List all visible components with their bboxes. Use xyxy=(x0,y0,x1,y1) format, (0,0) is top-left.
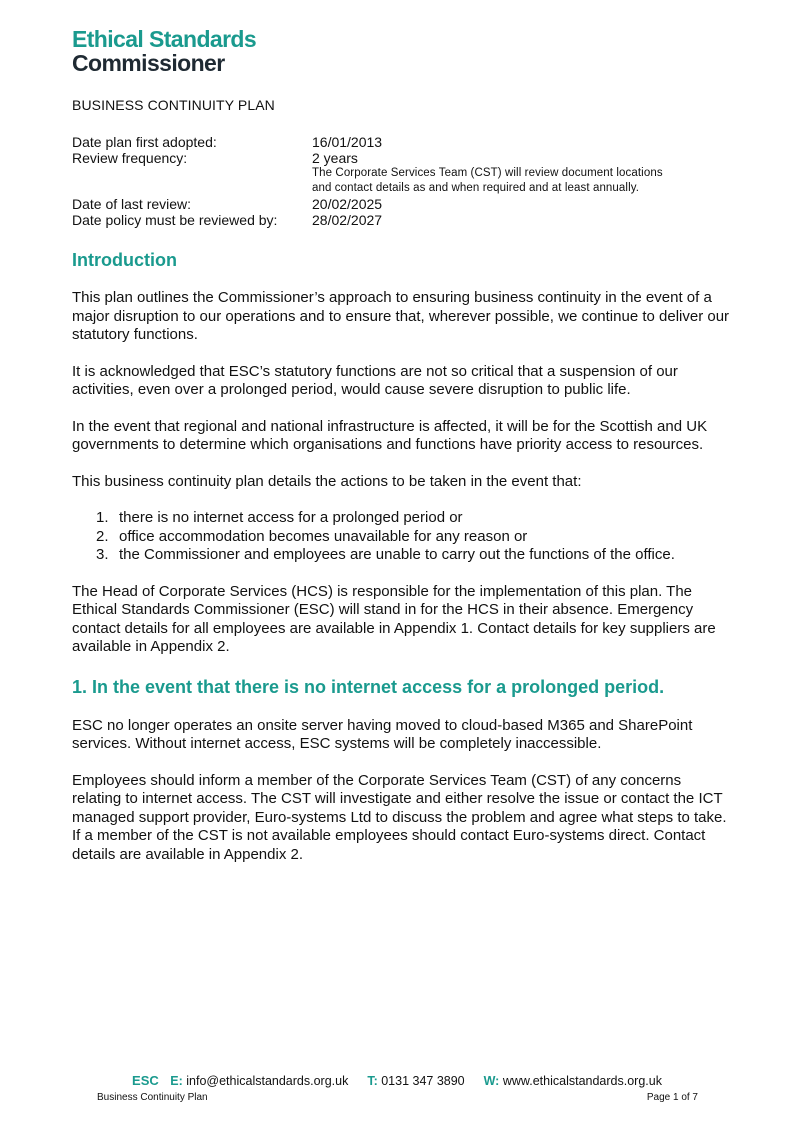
introduction-heading: Introduction xyxy=(72,250,177,270)
document-metadata xyxy=(72,134,732,228)
event-list xyxy=(72,509,732,565)
meta-label: Date plan first adopted: xyxy=(72,134,217,150)
document-body xyxy=(72,249,732,882)
logo-line-2: Commissioner xyxy=(72,50,225,76)
meta-label: Date policy must be reviewed by: xyxy=(72,212,278,228)
footer-website[interactable]: www.ethicalstandards.org.uk xyxy=(502,1074,662,1088)
list-item xyxy=(72,528,732,547)
intro-closing-paragraph: The Head of Corporate Services (HCS) is responsible for the implementation of this plan. The Ethical Standards Commissioner (ESC) will stand in for the HCS in their absence. Emergency contact details for all employees are available in Appendix 1. Contact details for key suppliers are available in Appendix 2. xyxy=(72,582,716,655)
meta-row-last-review xyxy=(72,196,732,212)
footer-brand: ESC xyxy=(132,1073,159,1088)
section-1-paragraph-2: Employees should inform a member of the Corporate Services Team (CST) of any concerns relating to internet access. The CST will investigate and either resolve the issue or contact the ICT managed support provider, Euro-systems Ltd to discuss the problem and agree what steps to take. If a member of the CST is not available employees should contact Euro-systems direct. Contact details are available in Appendix 2. xyxy=(72,771,727,863)
list-item xyxy=(72,509,732,528)
logo-line-1: Ethical Standards xyxy=(72,26,257,52)
footer-phone: 0131 347 3890 xyxy=(381,1074,465,1088)
web-key: W: xyxy=(483,1074,500,1088)
intro-paragraph-2: It is acknowledged that ESC’s statutory functions are not so critical that a suspension of our activities, even over a prolonged period, would cause severe disruption to public life. xyxy=(72,362,678,398)
esc-logo xyxy=(72,28,256,75)
document-title: BUSINESS CONTINUITY PLAN xyxy=(72,97,275,113)
meta-label: Date of last review: xyxy=(72,196,192,212)
meta-value: 2 years xyxy=(312,150,358,166)
meta-row-adopted xyxy=(72,134,732,150)
meta-value: 16/01/2013 xyxy=(312,134,383,150)
meta-value: 20/02/2025 xyxy=(312,196,383,212)
email-key: E: xyxy=(170,1074,183,1088)
intro-paragraph-4: This business continuity plan details the actions to be taken in the event that: xyxy=(72,472,582,490)
list-number: 1. xyxy=(96,509,109,526)
section-1-paragraph-1: ESC no longer operates an onsite server having moved to cloud-based M365 and SharePoint services. Without internet access, ESC systems will be completely inaccessible. xyxy=(72,716,693,752)
list-text: there is no internet access for a prolonged period or xyxy=(119,509,463,526)
review-note-line-2: and contact details as and when required and at least annually. xyxy=(312,182,640,194)
meta-row-next-review xyxy=(72,212,732,228)
footer-document-name: Business Continuity Plan xyxy=(97,1092,208,1103)
meta-value: 28/02/2027 xyxy=(312,212,383,228)
list-text: office accommodation becomes unavailable for any reason or xyxy=(119,527,528,545)
section-1-heading: 1. In the event that there is no internet access for a prolonged period. xyxy=(72,676,665,697)
footer-contact-bar xyxy=(0,1073,794,1088)
list-item xyxy=(72,546,732,565)
footer-email[interactable]: info@ethicalstandards.org.uk xyxy=(186,1074,349,1088)
list-number: 2. xyxy=(96,527,109,545)
list-number: 3. xyxy=(96,546,109,563)
intro-paragraph-1: This plan outlines the Commissioner’s approach to ensuring business continuity in the event of a major disruption to our operations and to ensure that, wherever possible, we continue to deliver our statutory functions. xyxy=(72,289,730,343)
phone-key: T: xyxy=(367,1074,378,1088)
footer-page-number: Page 1 of 7 xyxy=(646,1092,698,1103)
intro-paragraph-3: In the event that regional and national infrastructure is affected, it will be for the Scottish and UK governments to determine which organisations and functions have priority access to resources. xyxy=(72,417,708,453)
review-note-line-1: The Corporate Services Team (CST) will review document locations xyxy=(312,167,663,179)
meta-row-review-frequency xyxy=(72,150,732,166)
list-text: the Commissioner and employees are unable to carry out the functions of the office. xyxy=(119,546,675,563)
meta-label: Review frequency: xyxy=(72,150,188,166)
